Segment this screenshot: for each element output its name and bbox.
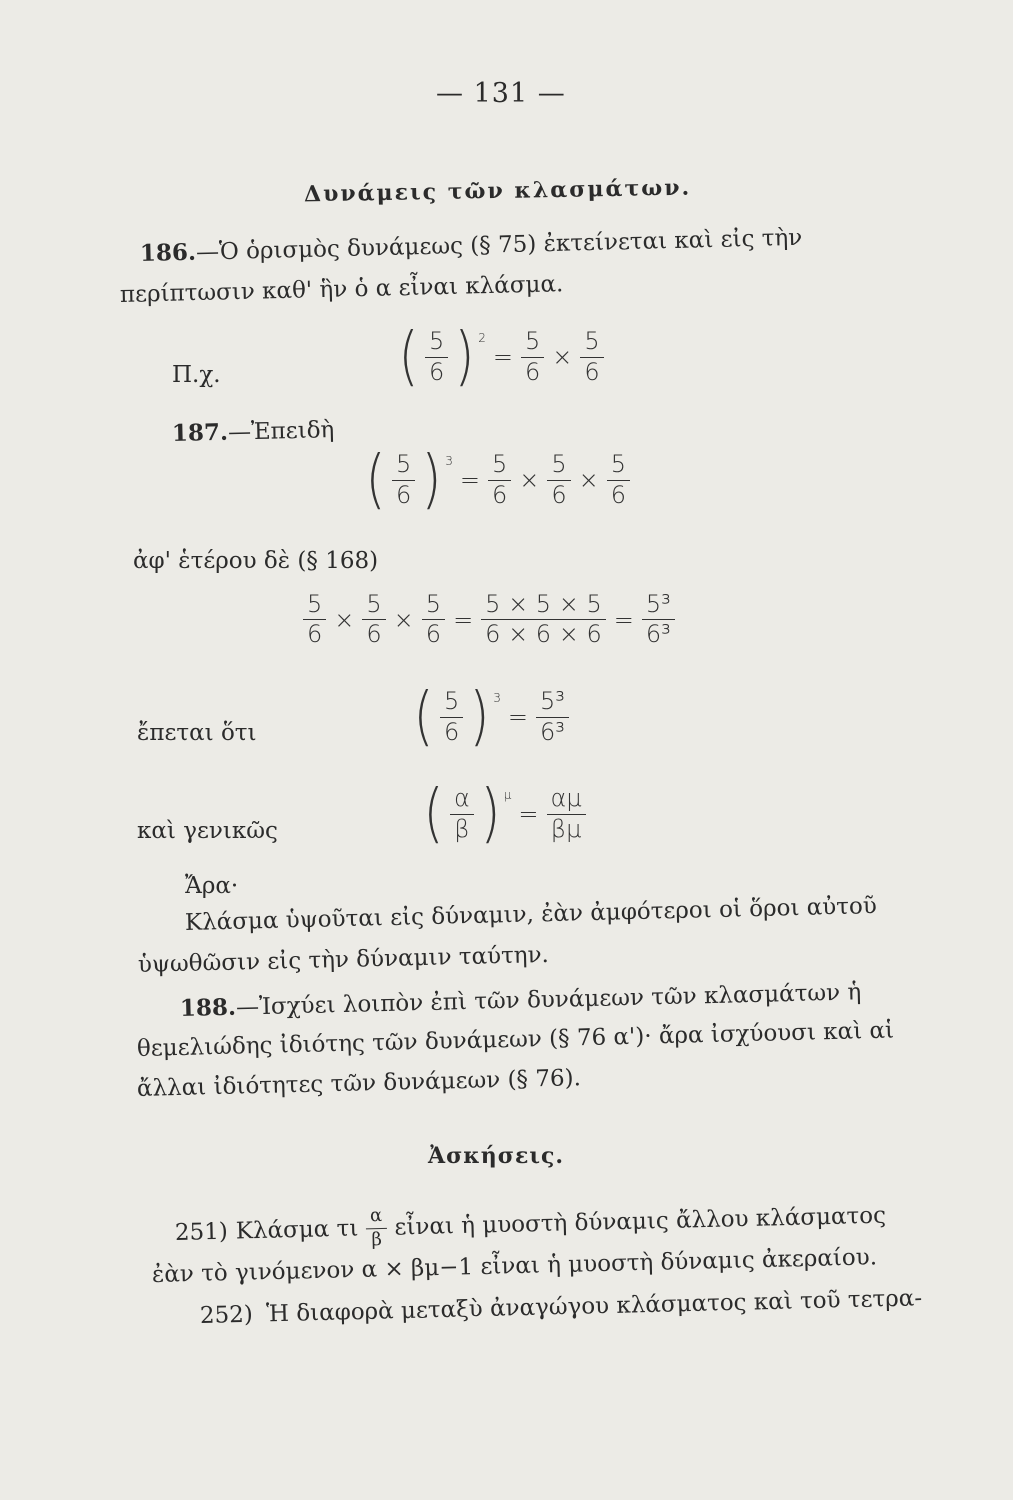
ex251-line2: ἐὰν τὸ γινόμενον α × βμ−1 εἶναι ἡ μυοστὴ δύναμις ἀκεραίου. [151,1244,878,1288]
ex251-number: 251) [174,1219,229,1247]
rule-line1: Κλάσμα ὑψοῦται εἰς δύναμιν, ἐὰν ἀμφότεροι οἱ ὅροι αὐτοῦ [184,893,878,936]
s188-text1: —Ἰσχύει λοιπὸν ἐπὶ τῶν δυνάμεων τῶν κλασμάτων ἡ [235,979,862,1021]
ex251-line1: 251) Κλάσμα τι $\frac{\alpha}{\beta}$ εἶναι ἡ μυοστὴ δύναμις ἄλλου κλάσματος [174,1203,887,1251]
other-hand-line: ἀφ' ἑτέρου δὲ (§ 168) [133,548,379,574]
ex252-line: 252) Ἡ διαφορὰ μεταξὺ ἀναγώγου κλάσματος καὶ τοῦ τετρα- [199,1285,923,1329]
s187-intro-line [172,416,335,447]
equation-example: ( $\frac{5}{6}$ ) 2 = $\frac{5}{6}$ × $\frac{5}{6}$ [395,325,607,389]
s187-number: 187. [171,418,229,447]
s186-line2: περίπτωσιν καθ' ἣν ὁ α εἶναι κλάσμα. [119,271,564,308]
s188-line1 [180,978,862,1022]
equation-result: ( $\frac{5}{6}$ ) 3 = $\frac{\text{5³}}{\text{6³}}$ [410,685,572,749]
example-label: Π.χ. [172,362,221,388]
page-number: — 131 — [436,78,566,109]
s188-number: 188. [179,993,237,1022]
s186-line1 [140,224,803,267]
general-label: καὶ γενικῶς [137,818,278,844]
s187-intro: —Ἐπειδὴ [227,417,335,446]
rule-line2: ὑψωθῶσιν εἰς τὴν δύναμιν ταύτην. [137,941,550,978]
equation-general: ( $\frac{\alpha}{\beta}$ ) μ = $\frac{\alpha\mu}{\beta\mu}$ [420,782,589,846]
exercises-heading: Ἀσκήσεις. [428,1143,565,1169]
s186-text1: —Ὁ ὁρισμὸς δυνάμεως (§ 75) ἐκτείνεται καὶ εἰς τὴν [195,224,803,266]
follows-label: ἔπεται ὅτι [137,720,257,746]
therefore-label: Ἄρα· [185,873,239,899]
ex251-fraction: $\frac{\alpha}{\beta}$ [366,1207,387,1250]
section-heading: Δυνάμεις τῶν κλασμάτων. [303,174,692,208]
s186-number: 186. [139,238,197,267]
s188-line3: ἄλλαι ἰδιότητες τῶν δυνάμεων (§ 76). [136,1065,582,1102]
equation-cube-expansion: ( $\frac{5}{6}$ ) 3 = $\frac{5}{6}$ × $\frac{5}{6}$ × $\frac{5}{6}$ [362,448,633,512]
s188-line2: θεμελιώδης ἰδιότης τῶν δυνάμεων (§ 76 α')· ἄρα ἰσχύουσι καὶ αἱ [136,1017,895,1062]
equation-product: $\frac{5}{6}$ × $\frac{5}{6}$ × $\frac{5}{6}$ = $\frac{5 \times 5 \times 5}{6 \times 6 \times 6}$ = $\frac{\text{5³}}{\text{6³}}$ [300,592,678,647]
ex252-number: 252) [199,1301,254,1329]
